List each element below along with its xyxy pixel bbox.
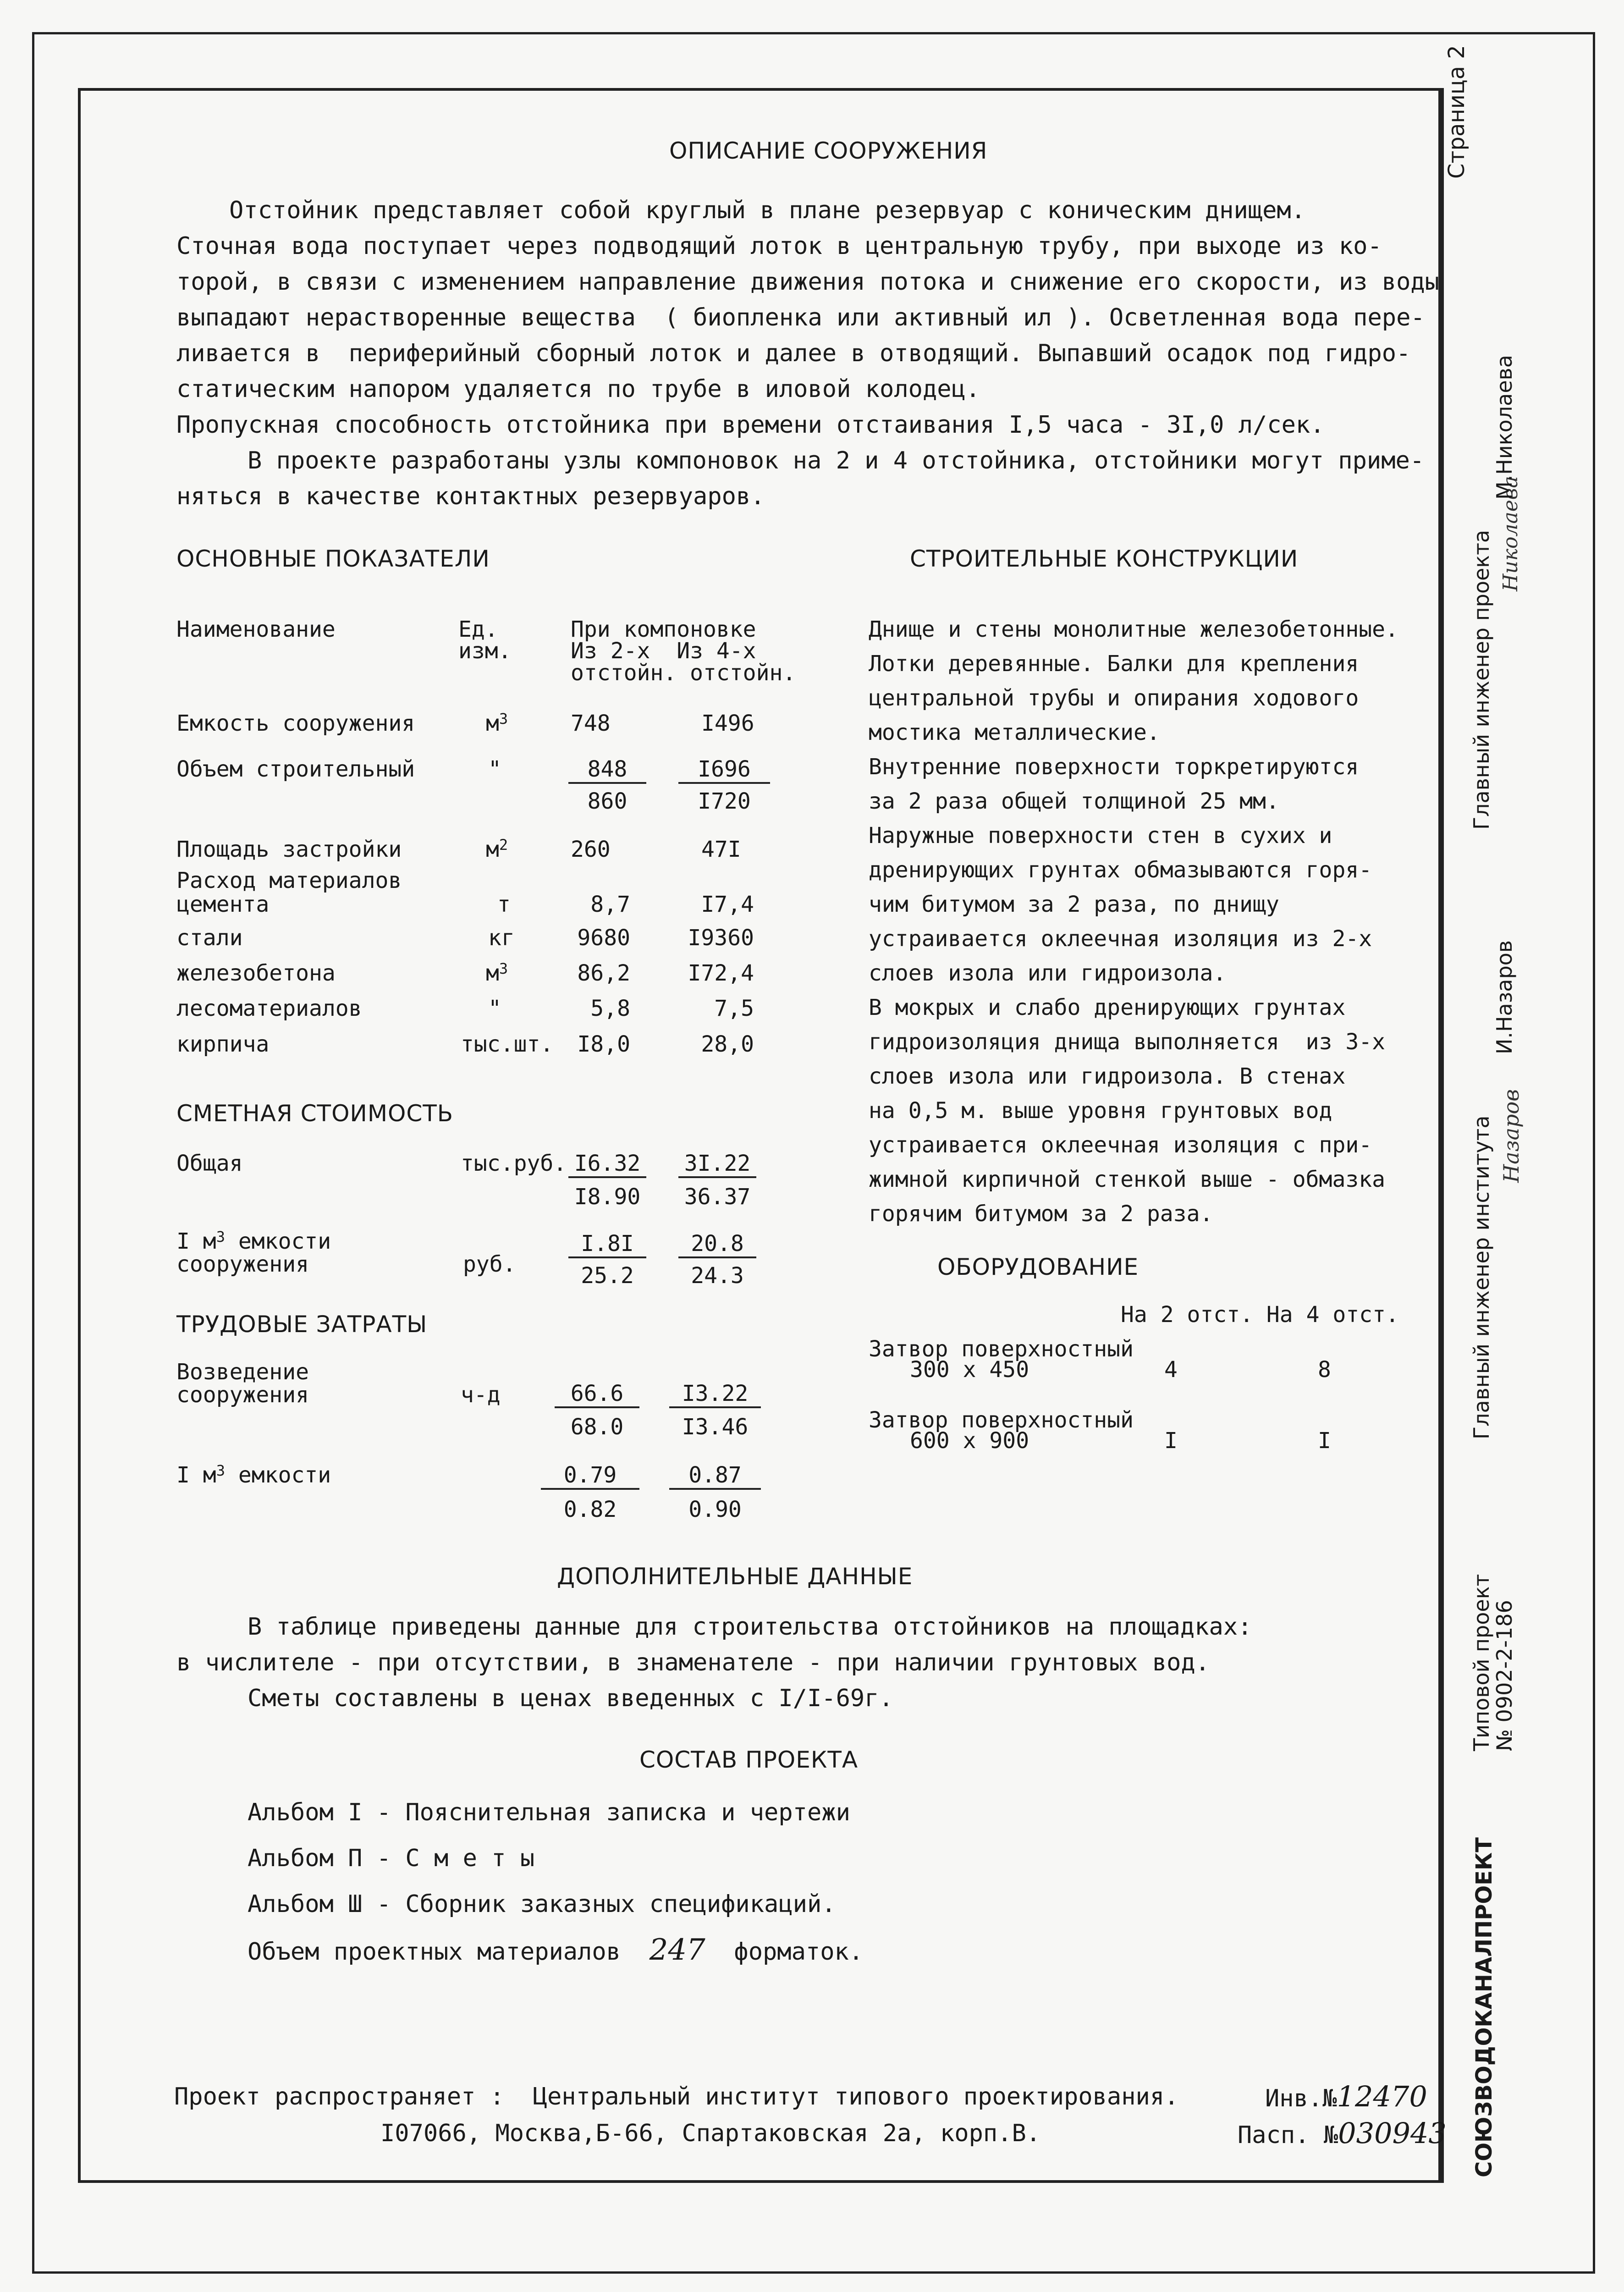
row-capacity-v4: I496 bbox=[701, 711, 754, 736]
labor-build-name2: сооружения bbox=[176, 1382, 309, 1408]
page-number: Страница 2 bbox=[1444, 45, 1470, 179]
equipment-item-v4: 8 bbox=[1318, 1357, 1331, 1383]
description-line: Отстойник представляет собой круглый в плане резервуар с коническим днищем. bbox=[229, 197, 1305, 224]
col-group-header: Из 2-х Из 4-х bbox=[571, 638, 756, 664]
equipment-item-v4: I bbox=[1318, 1428, 1331, 1454]
col-group-header: При компоновке bbox=[571, 617, 756, 642]
construction-line: устраивается оклеечная изоляция из 2-х bbox=[869, 926, 1372, 952]
row-concrete-unit: $м^3$ bbox=[486, 960, 508, 986]
construction-line: Лотки деревянные. Балки для крепления bbox=[869, 651, 1359, 677]
col-unit-header: Ед. bbox=[458, 617, 498, 642]
labor-build-unit: ч-д bbox=[461, 1382, 501, 1408]
description-line: статическим напором удаляется по трубе в иловой колодец. bbox=[176, 375, 980, 403]
stamp-divider bbox=[1438, 88, 1441, 2180]
construction-line: Днище и стены монолитные железобетонные. bbox=[869, 617, 1398, 642]
inventory-number: Инв.№12470 bbox=[1265, 2080, 1427, 2113]
project-type: Типовой проект bbox=[1469, 1574, 1494, 1751]
cost-total-v4: 3I.22 bbox=[678, 1151, 756, 1178]
chief-engineer-institute-name: И.Назаров bbox=[1492, 940, 1517, 1054]
project-volume-value: 247 bbox=[649, 1933, 705, 1967]
indicators-heading: ОСНОВНЫЕ ПОКАЗАТЕЛИ bbox=[176, 545, 490, 572]
row-cement-v2: 8,7 bbox=[590, 892, 630, 917]
col-group-header: отстойн. отстойн. bbox=[571, 660, 796, 686]
description-line: ливается в периферийный сборный лоток и далее в отводящий. Выпавший осадок под гидро- bbox=[176, 340, 1411, 367]
distributor: Проект распространяет : Центральный институт типового проектирования. bbox=[174, 2083, 1179, 2110]
construction-line: слоев изола или гидроизола. В стенах bbox=[869, 1063, 1346, 1089]
row-capacity-unit: $м^3$ bbox=[486, 710, 508, 736]
cost-total-name: Общая bbox=[176, 1151, 243, 1176]
construction-line: жимной кирпичной стенкой выше - обмазка bbox=[869, 1167, 1386, 1192]
equipment-item-name: Затвор поверхностный bbox=[869, 1407, 1134, 1433]
passport-number: Пасп. №030943 bbox=[1238, 2116, 1447, 2150]
row-steel-unit: кг bbox=[488, 925, 515, 951]
labor-build-v4b: I3.46 bbox=[682, 1414, 749, 1440]
additional-heading: ДОПОЛНИТЕЛЬНЫЕ ДАННЫЕ bbox=[557, 1563, 913, 1590]
construction-line: мостика металлические. bbox=[869, 720, 1160, 745]
labor-per-m3-name: I $м^3$ емкости bbox=[176, 1462, 331, 1488]
row-cement-name: цемента bbox=[176, 892, 270, 917]
equipment-heading: ОБОРУДОВАНИЕ bbox=[937, 1254, 1139, 1280]
cost-total-unit: тыс.руб. bbox=[461, 1151, 567, 1176]
chief-engineer-institute-signature: Назаров bbox=[1499, 1089, 1524, 1183]
construction-line: гидроизоляция днища выполняется из 3-х bbox=[869, 1029, 1386, 1055]
description-line: В проекте разработаны узлы компоновок на 2 и 4 отстойника, отстойники могут приме- bbox=[248, 447, 1425, 474]
row-cement-v4: I7,4 bbox=[701, 892, 754, 917]
labor-per-m3-v4: 0.87 bbox=[669, 1462, 761, 1490]
row-concrete-name: железобетона bbox=[176, 960, 336, 986]
row-concrete-v2: 86,2 bbox=[577, 960, 630, 986]
equipment-item-name: Затвор поверхностный bbox=[869, 1336, 1134, 1362]
chief-engineer-project-signature: Николаева bbox=[1499, 476, 1522, 591]
cost-total-v2: I6.32 bbox=[568, 1151, 646, 1178]
construction-line: на 0,5 м. выше уровня грунтовых вод bbox=[869, 1098, 1332, 1124]
project-volume: Объем проектных материалов 247 форматок. bbox=[248, 1933, 864, 1967]
row-volume-name: Объем строительный bbox=[176, 756, 415, 782]
description-line: Сточная вода поступает через подводящий лоток в центральную трубу, при выходе из ко- bbox=[176, 232, 1382, 260]
cost-heading: СМЕТНАЯ СТОИМОСТЬ bbox=[176, 1100, 454, 1127]
construction-line: устраивается оклеечная изоляция с при- bbox=[869, 1132, 1372, 1158]
row-brick-name: кирпича bbox=[176, 1031, 270, 1057]
additional-line: в числителе - при отсутствии, в знаменателе - при наличии грунтовых вод. bbox=[176, 1649, 1210, 1676]
equipment-item-size: 300 х 450 bbox=[910, 1357, 1029, 1383]
construction-line: чим битумом за 2 раза, по днищу bbox=[869, 892, 1279, 917]
row-volume-v4: I696 bbox=[678, 756, 770, 784]
row-volume-v2b: 860 bbox=[587, 788, 628, 814]
row-brick-v4: 28,0 bbox=[701, 1031, 754, 1057]
equipment-item-size: 600 х 900 bbox=[910, 1428, 1029, 1454]
row-steel-v4: I9360 bbox=[688, 925, 754, 951]
labor-build-v4: I3.22 bbox=[669, 1381, 761, 1408]
row-timber-name: лесоматериалов bbox=[176, 996, 362, 1021]
construction-heading: СТРОИТЕЛЬНЫЕ КОНСТРУКЦИИ bbox=[910, 545, 1299, 572]
equipment-col-header: На 2 отст. На 4 отст. bbox=[1121, 1302, 1399, 1328]
labor-build-v2: 66.6 bbox=[555, 1381, 639, 1408]
labor-heading: ТРУДОВЫЕ ЗАТРАТЫ bbox=[176, 1311, 428, 1338]
organization: СОЮЗВОДОКАНАЛПРОЕКТ bbox=[1471, 1837, 1497, 2177]
album-item: Альбом П - С м е т ы bbox=[248, 1845, 535, 1872]
additional-line: Сметы составлены в ценах введенных с I/I-69г. bbox=[248, 1685, 893, 1712]
row-cement-unit: т bbox=[497, 892, 511, 917]
labor-per-m3-v2: 0.79 bbox=[541, 1462, 639, 1490]
construction-line: Внутренние поверхности торкретируются bbox=[869, 754, 1359, 780]
page-title: ОПИСАНИЕ СООРУЖЕНИЯ bbox=[669, 138, 988, 164]
row-area-v2: 260 bbox=[571, 837, 611, 862]
labor-build-name: Возведение bbox=[176, 1359, 309, 1385]
construction-line: горячим битумом за 2 раза. bbox=[869, 1201, 1213, 1227]
labor-build-v2b: 68.0 bbox=[570, 1414, 624, 1440]
row-timber-v4: 7,5 bbox=[714, 996, 754, 1021]
construction-line: слоев изола или гидроизола. bbox=[869, 960, 1227, 986]
labor-per-m3-v2b: 0.82 bbox=[563, 1497, 617, 1522]
row-brick-unit: тыс.шт. bbox=[461, 1031, 554, 1057]
cost-per-m3-v4: 20.8 bbox=[678, 1231, 756, 1258]
construction-line: за 2 раза общей толщиной 25 мм. bbox=[869, 788, 1279, 814]
description-line: няться в качестве контактных резервуаров. bbox=[176, 483, 765, 510]
col-name-header: Наименование bbox=[176, 617, 336, 642]
cost-total-v4b: 36.37 bbox=[684, 1184, 751, 1210]
row-capacity-name: Емкость сооружения bbox=[176, 711, 415, 736]
row-area-v4: 47I bbox=[701, 837, 741, 862]
row-timber-v2: 5,8 bbox=[590, 996, 630, 1021]
cost-per-m3-name: I $м^3$ емкости bbox=[176, 1228, 331, 1254]
address: I07066, Москва,Б-66, Спартаковская 2а, корп.В. bbox=[380, 2120, 1041, 2147]
row-capacity-v2: 748 bbox=[571, 711, 611, 736]
description-line: Пропускная способность отстойника при времени отстаивания I,5 часа - 3I,0 л/сек. bbox=[176, 411, 1325, 439]
cost-per-m3-v4b: 24.3 bbox=[691, 1263, 744, 1289]
cost-per-m3-v2b: 25.2 bbox=[581, 1263, 634, 1289]
description-line: торой, в связи с изменением направление движения потока и снижение его скорости, из воды bbox=[176, 268, 1439, 296]
row-brick-v2: I8,0 bbox=[577, 1031, 630, 1057]
labor-per-m3-v4b: 0.90 bbox=[688, 1497, 742, 1522]
row-volume-v2: 848 bbox=[568, 756, 646, 784]
additional-line: В таблице приведены данные для строительства отстойников на площадках: bbox=[248, 1613, 1252, 1641]
row-area-unit: $м^2$ bbox=[486, 836, 508, 862]
project-number: № 0902-2-186 bbox=[1492, 1600, 1517, 1751]
row-materials-name: Расход материалов bbox=[176, 868, 402, 893]
row-area-name: Площадь застройки bbox=[176, 837, 402, 862]
cost-total-v2b: I8.90 bbox=[574, 1184, 641, 1210]
composition-heading: СОСТАВ ПРОЕКТА bbox=[639, 1747, 859, 1773]
chief-engineer-project-title: Главный инженер проекта bbox=[1469, 529, 1494, 830]
album-item: Альбом Ш - Сборник заказных спецификаций. bbox=[248, 1890, 836, 1918]
cost-per-m3-name2: сооружения bbox=[176, 1251, 309, 1277]
row-volume-v4b: I720 bbox=[698, 788, 751, 814]
row-timber-unit: " bbox=[488, 996, 501, 1021]
construction-line: центральной трубы и опирания ходового bbox=[869, 685, 1359, 711]
col-unit-header: изм. bbox=[458, 638, 512, 664]
equipment-item-v2: 4 bbox=[1164, 1357, 1178, 1383]
cost-per-m3-v2: I.8I bbox=[568, 1231, 646, 1258]
chief-engineer-project-name: М.Николаева bbox=[1492, 355, 1517, 500]
equipment-item-v2: I bbox=[1164, 1428, 1178, 1454]
row-concrete-v4: I72,4 bbox=[688, 960, 754, 986]
row-volume-unit: " bbox=[488, 756, 501, 782]
cost-per-m3-unit: руб. bbox=[463, 1251, 516, 1277]
row-steel-v2: 9680 bbox=[577, 925, 630, 951]
construction-line: дренирующих грунтах обмазываются горя- bbox=[869, 857, 1372, 883]
album-item: Альбом I - Пояснительная записка и чертежи bbox=[248, 1799, 850, 1826]
description-line: выпадают нерастворенные вещества ( биопленка или активный ил ). Осветленная вода пере- bbox=[176, 304, 1425, 331]
construction-line: Наружные поверхности стен в сухих и bbox=[869, 823, 1332, 848]
construction-line: В мокрых и слабо дренирующих грунтах bbox=[869, 995, 1346, 1020]
chief-engineer-institute-title: Главный инженер института bbox=[1469, 1115, 1494, 1439]
row-steel-name: стали bbox=[176, 925, 243, 951]
